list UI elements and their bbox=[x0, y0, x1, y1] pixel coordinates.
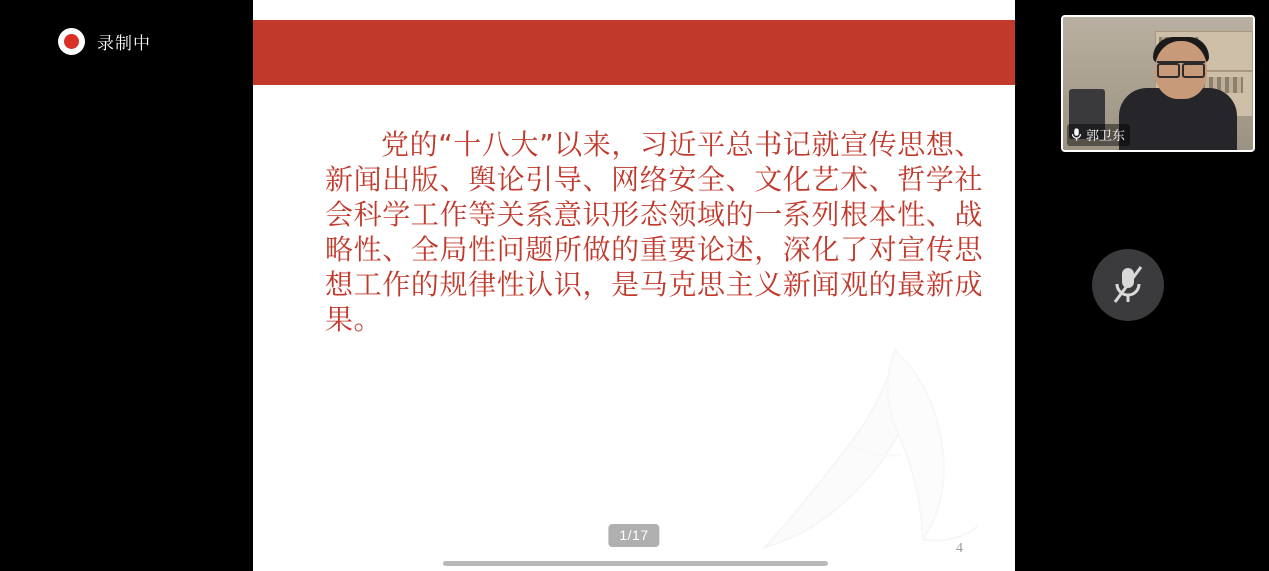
dove-feather-watermark bbox=[725, 333, 1005, 563]
self-mic-status[interactable] bbox=[1092, 249, 1164, 321]
record-dot-icon bbox=[58, 28, 85, 55]
page-indicator: 1/17 bbox=[608, 524, 659, 547]
slide-top-margin bbox=[253, 0, 1015, 20]
slide-body bbox=[253, 85, 1015, 571]
slide-paragraph: 党的“十八大”以来，习近平总书记就宣传思想、新闻出版、舆论引导、网络安全、文化艺术、哲学社会科学工作等关系意识形态领域的一系列根本性、战略性、全局性问题所做的重要论述，深化了对宣传思想工作的规律性认识，是马克思主义新闻观的最新成果。 bbox=[325, 128, 983, 336]
glasses bbox=[1157, 61, 1205, 75]
participant-video-tile[interactable] bbox=[1061, 15, 1255, 152]
shared-slide[interactable] bbox=[253, 0, 1015, 571]
participant-name: 郭卫东 bbox=[1086, 129, 1126, 144]
slide-page-number: 4 bbox=[956, 541, 963, 556]
recording-indicator bbox=[58, 28, 151, 55]
slide-scrollbar[interactable] bbox=[443, 561, 825, 566]
slide-title-band bbox=[253, 20, 1015, 85]
recording-label: 录制中 bbox=[97, 34, 151, 53]
microphone-icon bbox=[1070, 127, 1083, 142]
right-panel bbox=[1015, 0, 1269, 571]
participant-name-badge bbox=[1067, 124, 1130, 146]
microphone-muted-icon bbox=[1108, 263, 1148, 307]
slide-scrollbar-thumb[interactable] bbox=[443, 561, 828, 566]
